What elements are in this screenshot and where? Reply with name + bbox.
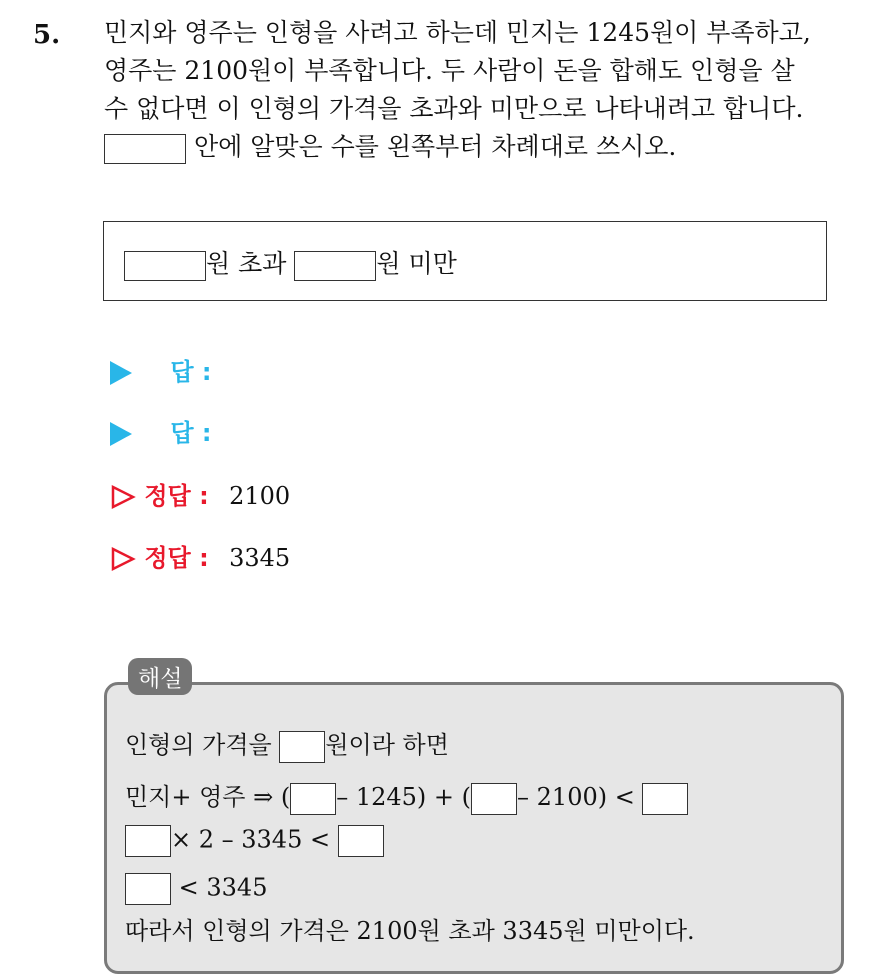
question-line: 수 없다면 이 인형의 가격을 초과와 미만으로 나타내려고 합니다. (104, 94, 804, 123)
explanation-text: 인형의 가격을 (125, 731, 272, 759)
question-line: 영주는 2100원이 부족합니다. 두 사람이 돈을 합해도 인형을 살 (104, 56, 795, 85)
correct-label: 정답 (144, 544, 191, 572)
answer-blank-icon (104, 134, 186, 164)
question-line-text: 안에 알맞은 수를 왼쪽부터 차례대로 쓰시오. (193, 132, 677, 161)
correct-answer-row-1 (110, 476, 290, 511)
explanation-text: – 1245) + ( (336, 783, 472, 811)
answer-label: 답 (170, 419, 194, 447)
explanation-line-3 (125, 825, 384, 857)
exceed-label: 원 초과 (206, 249, 287, 278)
question-text (104, 14, 864, 166)
blank-box (471, 783, 517, 815)
explanation-text: 원이라 하면 (325, 731, 449, 759)
play-marker-icon (110, 361, 132, 385)
blank-box (125, 873, 171, 905)
under-label: 원 미만 (376, 249, 457, 278)
blank-upper-bound[interactable] (294, 251, 376, 281)
explanation-text: 민지+ 영주 ⇒ ( (125, 783, 291, 811)
explanation-line-5: 따라서 인형의 가격은 2100원 초과 3345원 미만이다. (125, 917, 695, 945)
correct-value: 3345 (229, 544, 291, 572)
outline-triangle-icon (110, 546, 136, 572)
explanation-text: – 2100) < (517, 783, 635, 811)
question-line: 민지와 영주는 인형을 사려고 하는데 민지는 1245원이 부족하고, (104, 18, 811, 47)
correct-answer-row-2 (110, 538, 290, 573)
blank-box (290, 783, 336, 815)
correct-colon: : (199, 482, 209, 510)
answer-colon: : (201, 419, 212, 447)
answer-colon: : (201, 358, 212, 386)
blank-box (125, 825, 171, 857)
explanation-text: < 3345 (178, 873, 268, 902)
blank-lower-bound[interactable] (124, 251, 206, 281)
correct-value: 2100 (229, 482, 291, 510)
answer-label: 답 (170, 358, 194, 386)
question-line (104, 128, 864, 166)
explanation-text: × 2 – 3345 < (171, 825, 331, 854)
explanation-line-4 (125, 873, 267, 905)
explanation-line-1 (125, 725, 449, 763)
blank-box (338, 825, 384, 857)
blank-box (279, 731, 325, 763)
explanation-tab: 해설 (128, 658, 192, 695)
correct-colon: : (199, 544, 209, 572)
play-marker-icon (110, 422, 132, 446)
explanation-line-2 (125, 777, 688, 815)
answer-row-2[interactable] (110, 413, 212, 448)
answer-row-1[interactable] (110, 352, 212, 387)
condition-box (103, 221, 827, 301)
outline-triangle-icon (110, 484, 136, 510)
question-number: 5. (33, 20, 61, 50)
explanation-panel (104, 682, 844, 974)
correct-label: 정답 (144, 482, 191, 510)
blank-box (642, 783, 688, 815)
